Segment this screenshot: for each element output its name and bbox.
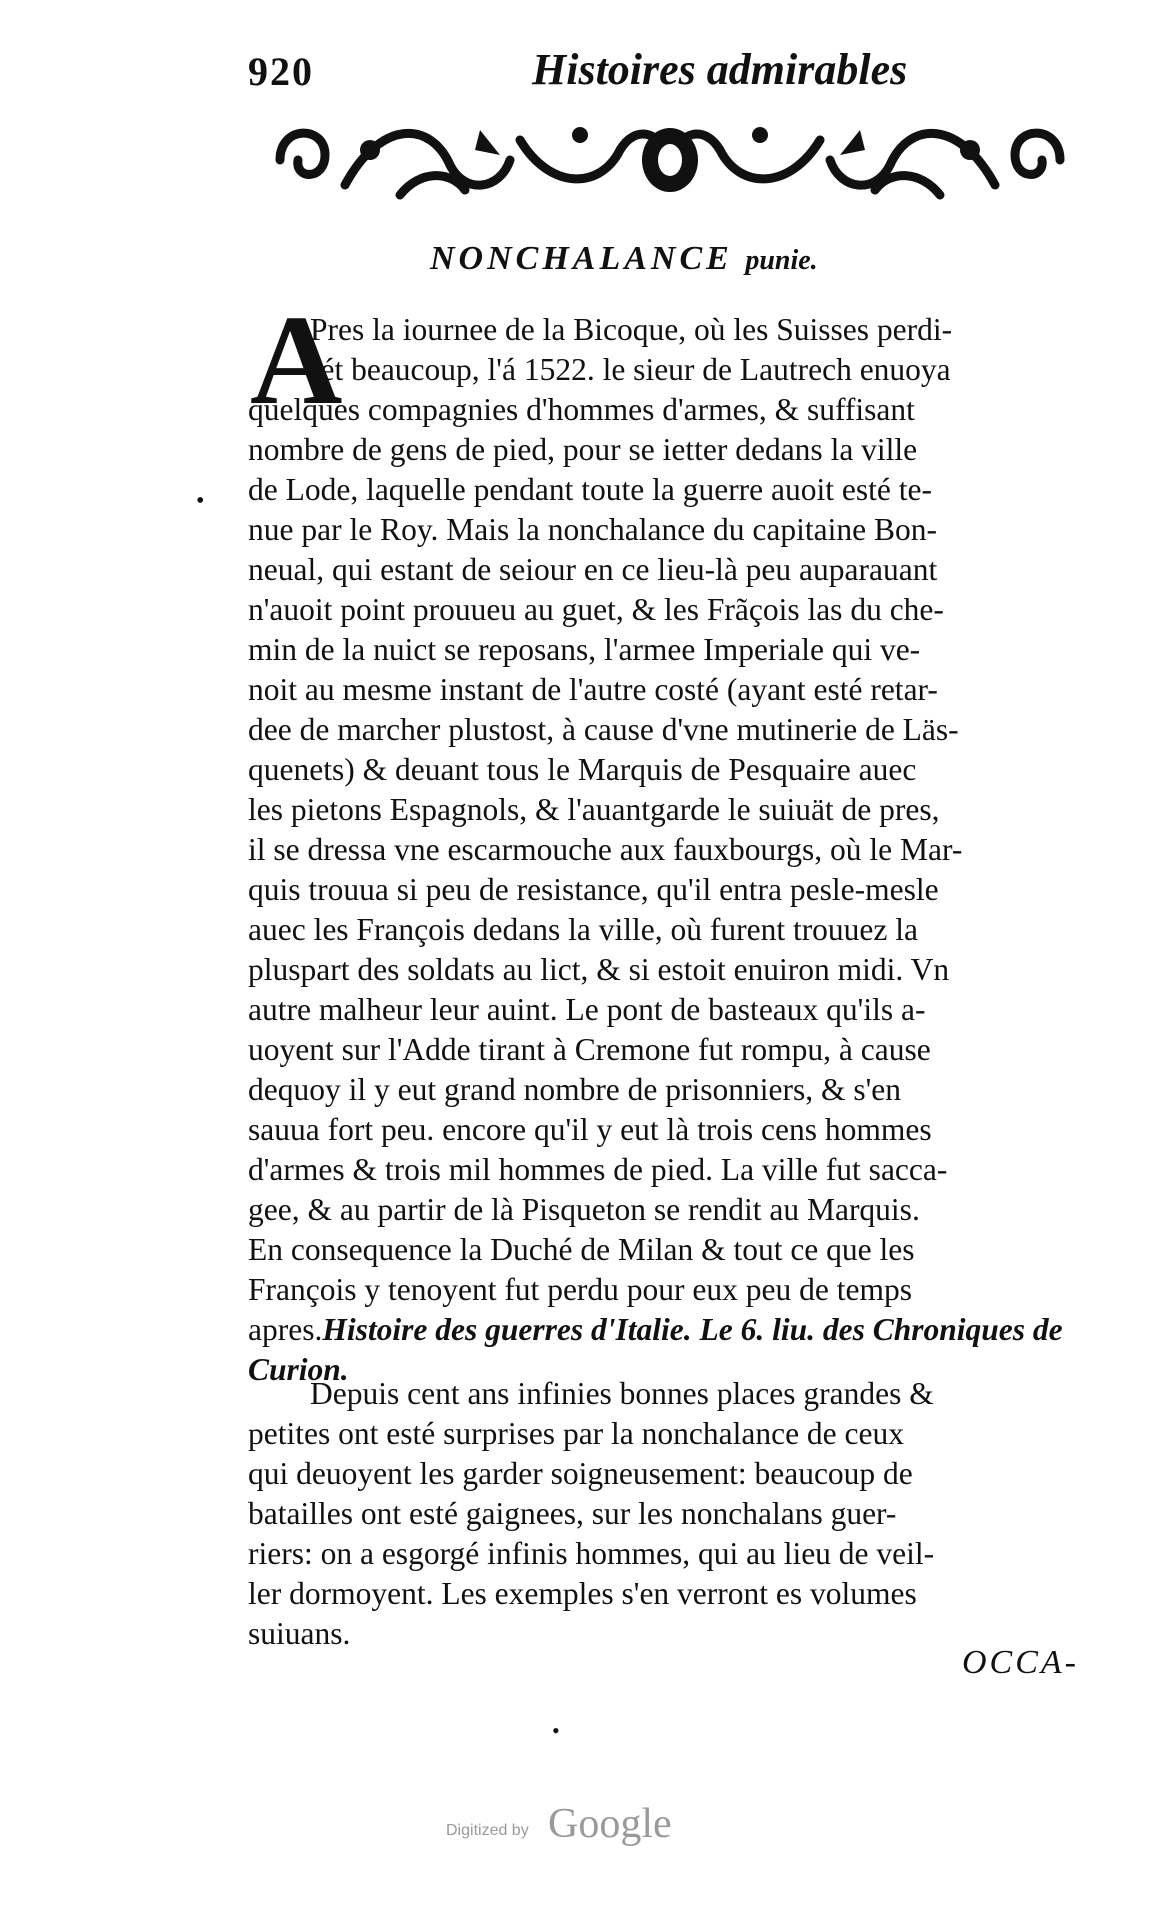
stray-mark: • xyxy=(552,1718,560,1743)
text-line: nue par le Roy. Mais la nonchalance du capitaine Bon- xyxy=(248,512,937,547)
text-fragment: apres. xyxy=(248,1312,323,1347)
text-line: quenets) & deuant tous le Marquis de Pesquaire auec xyxy=(248,752,917,787)
decorative-headpiece-ornament xyxy=(250,110,1090,210)
text-line: François y tenoyent fut perdu pour eux peu de temps xyxy=(248,1272,912,1307)
catchword: OCCA- xyxy=(962,1644,1079,1681)
text-line: En consequence la Duché de Milan & tout ce que les xyxy=(248,1232,915,1267)
chapter-title xyxy=(430,240,818,278)
text-line: les pietons Espagnols, & l'auantgarde le suiuät de pres, xyxy=(248,792,940,827)
digitized-by-label: Digitized by xyxy=(446,1822,529,1839)
text-line: auec les François dedans la ville, où furent trouuez la xyxy=(248,912,919,947)
text-line: sauua fort peu. encore qu'il y eut là trois cens hommes xyxy=(248,1112,932,1147)
text-line: Pres la iournee de la Bicoque, où les Suisses perdi- xyxy=(310,312,953,347)
text-line: nombre de gens de pied, pour se ietter dedans la ville xyxy=(248,432,918,467)
text-line: autre malheur leur auint. Le pont de basteaux qu'ils a- xyxy=(248,992,926,1027)
text-line: ler dormoyent. Les exemples s'en verront es volumes xyxy=(248,1576,917,1611)
text-line: min de la nuict se reposans, l'armee Imperiale qui ve- xyxy=(248,632,921,667)
text-line: noit au mesme instant de l'autre costé (ayant esté retar- xyxy=(248,672,938,707)
chapter-title-main: NONCHALANCE xyxy=(430,240,733,277)
text-line: uoyent sur l'Adde tirant à Cremone fut rompu, à cause xyxy=(248,1032,931,1067)
paragraph-1 xyxy=(248,310,1098,1390)
text-line: il se dressa vne escarmouche aux fauxbourgs, où le Mar- xyxy=(248,832,963,867)
text-line: dee de marcher plustost, à cause d'vne mutinerie de Läs- xyxy=(248,712,959,747)
running-title: Histoires admirables xyxy=(532,45,908,94)
citation-line xyxy=(248,1310,1098,1350)
text-line: quelques compagnies d'hommes d'armes, & suffisant xyxy=(248,392,915,427)
text-line: Depuis cent ans infinies bonnes places grandes & xyxy=(310,1376,934,1411)
text-line: d'armes & trois mil hommes de pied. La ville fut sacca- xyxy=(248,1152,948,1187)
text-line: suiuans. xyxy=(248,1616,351,1651)
text-line: petites ont esté surprises par la nonchalance de ceux xyxy=(248,1416,904,1451)
citation: Histoire des guerres d'Italie. Le 6. liu. des Chroniques de xyxy=(322,1312,1063,1347)
text-line: batailles ont esté gaignees, sur les nonchalans guer- xyxy=(248,1496,897,1531)
text-line: n'auoit point prouueu au guet, & les Frãçois las du che- xyxy=(248,592,944,627)
page-number: 920 xyxy=(248,49,314,94)
text-line: dequoy il y eut grand nombre de prisonniers, & s'en xyxy=(248,1072,902,1107)
text-line: gee, & au partir de là Pisqueton se rendit au Marquis. xyxy=(248,1192,920,1227)
text-line: pluspart des soldats au lict, & si estoit enuiron midi. Vn xyxy=(248,952,950,987)
paragraph-2 xyxy=(248,1374,1098,1654)
text-line: neual, qui estant de seiour en ce lieu-là peu auparauant xyxy=(248,552,938,587)
text-line: qui deuoyent les garder soigneusement: beaucoup de xyxy=(248,1456,913,1491)
marginal-mark: • xyxy=(196,488,205,514)
google-watermark: Google xyxy=(548,1801,672,1847)
text-line: rét beaucoup, l'á 1522. le sieur de Lautrech enuoya xyxy=(310,352,951,387)
drop-cap: A xyxy=(250,289,343,431)
text-line: de Lode, laquelle pendant toute la guerre auoit esté te- xyxy=(248,472,932,507)
text-line: quis trouua si peu de resistance, qu'il entra pesle-mesle xyxy=(248,872,939,907)
citation-end: Curion. xyxy=(248,1352,349,1387)
chapter-title-tail: punie. xyxy=(745,245,818,276)
text-line: riers: on a esgorgé infinis hommes, qui au lieu de veil- xyxy=(248,1536,935,1571)
